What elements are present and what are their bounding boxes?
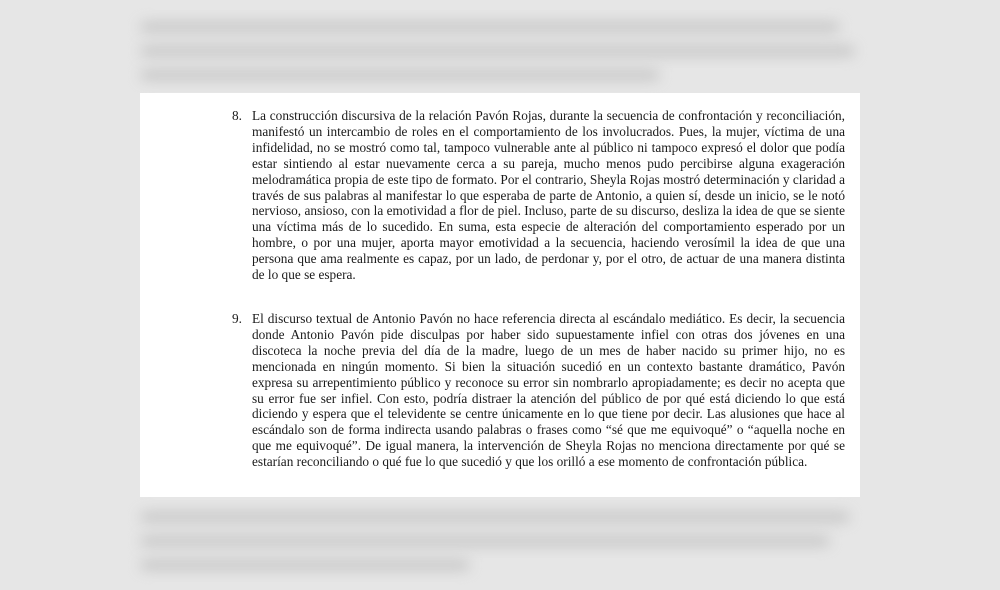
- document-page: [140, 93, 860, 497]
- item-paragraph: El discurso textual de Antonio Pavón no hace referencia directa al escándalo mediático. Es decir, la secuencia donde Antonio Pavón pide disculpas por haber sido supuestamente infiel con otras dos jóvenes en una discoteca la noche previa del día de la madre, luego de un mes de haber nacido su primer hijo, no es mencionada en ningún momento. Si bien la situación sucedió en un contexto bastante dramático, Pavón expresa su arrepentimiento público y reconoce su error sin nombrarlo apropiadamente; es decir no acepta que su error fue ser infiel. Con esto, podría distraer la atención del público de por qué está diciendo lo que está diciendo y espera que el televidente se centre únicamente en lo que tiene por decir. Las alusiones que hace al escándalo son de forma indirecta usando palabras o frases como “sé que me equivoqué” o “aquella noche en que me equivoqué”. De igual manera, la intervención de Sheyla Rojas no menciona directamente por qué se estarían reconciliando o qué fue lo que sucedió y que los orilló a ese momento de confrontación pública.: [252, 311, 845, 470]
- item-number: 8.: [232, 108, 242, 123]
- blurred-text-line: [140, 560, 470, 570]
- blurred-text-line: [140, 70, 660, 80]
- item-number: 9.: [232, 311, 242, 326]
- blurred-text-line: [140, 22, 840, 32]
- blurred-text-line: [140, 512, 850, 522]
- item-paragraph: La construcción discursiva de la relación Pavón Rojas, durante la secuencia de confrontación y reconciliación, manifestó un intercambio de roles en el comportamiento de los involucrados. Pues, la mujer, víctima de una infidelidad, no se mostró como tal, tampoco vulnerable ante al público ni tampoco expresó el dolor que podía estar sintiendo al estar nuevamente cerca a su pareja, mucho menos pudo percibirse alguna exageración melodramática propia de este tipo de formato. Por el contrario, Sheyla Rojas mostró determinación y claridad a través de sus palabras al manifestar lo que esperaba de parte de Antonio, a quien sí, desde un inicio, se le notó nervioso, ansioso, con la emotividad a flor de piel. Incluso, parte de su discurso, desliza la idea de que se siente una víctima más de lo sucedido. En suma, esta especie de alteración del comportamiento esperado por un hombre, o por una mujer, aporta mayor emotividad a la secuencia, haciendo verosímil la idea de que una persona que ama realmente es capaz, por un lado, de perdonar y, por el otro, de actuar de una manera distinta de lo que se espera.: [252, 108, 845, 283]
- blurred-text-line: [140, 46, 855, 56]
- blurred-text-line: [140, 536, 830, 546]
